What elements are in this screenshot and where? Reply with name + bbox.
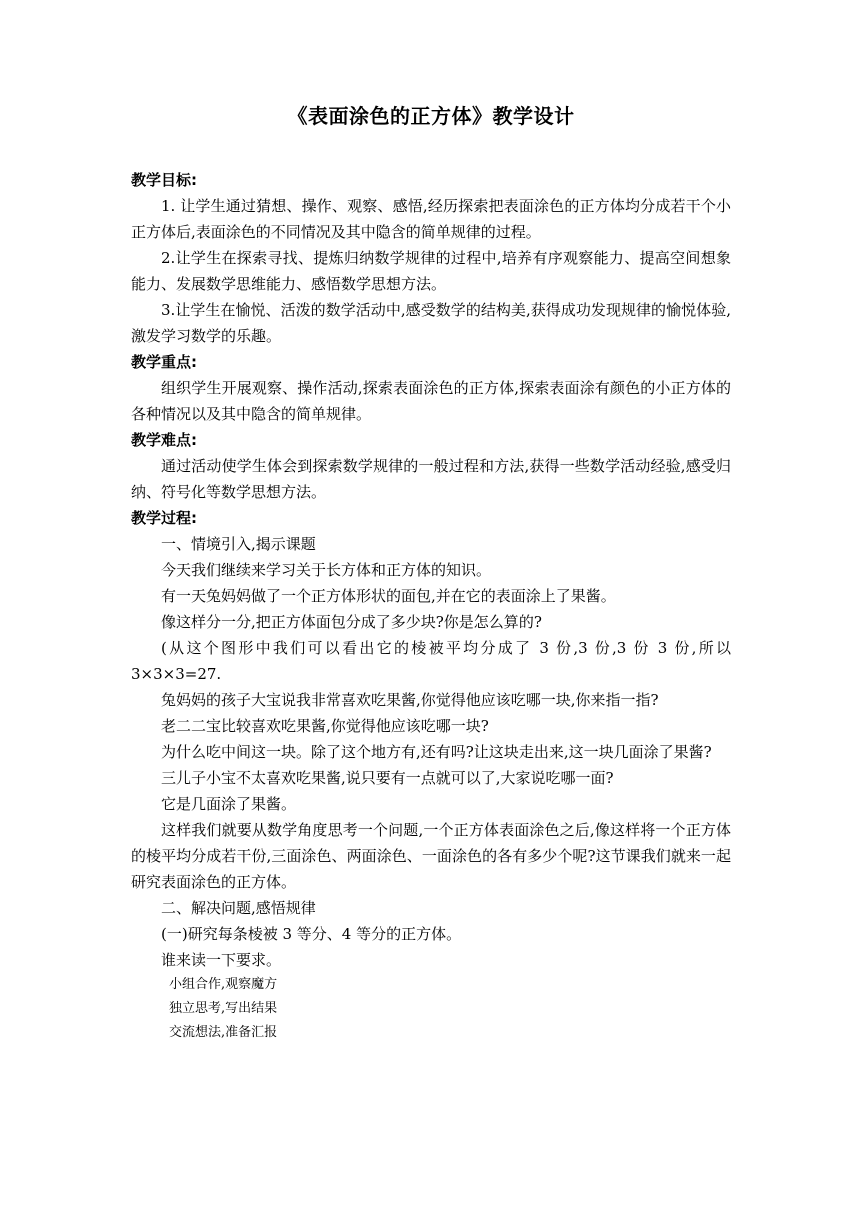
objectives-section (131, 167, 731, 349)
process-paragraph: 谁来读一下要求。 (161, 951, 282, 969)
process-paragraph: 今天我们继续来学习关于长方体和正方体的知识。 (161, 561, 492, 579)
key-points-heading: 教学重点: (131, 353, 197, 371)
process-section (131, 505, 731, 1045)
requirement-item: 小组合作,观察魔方 (169, 977, 278, 992)
process-paragraph: 有一天兔妈妈做了一个正方体形状的面包,并在它的表面涂上了果酱。 (161, 587, 616, 605)
process-paragraph: 二、解决问题,感悟规律 (161, 899, 316, 917)
requirement-item: 交流想法,准备汇报 (169, 1025, 278, 1040)
difficulties-heading: 教学难点: (131, 431, 197, 449)
process-paragraph: 兔妈妈的孩子大宝说我非常喜欢吃果酱,你觉得他应该吃哪一块,你来指一指? (161, 691, 659, 709)
document-page (131, 100, 731, 1045)
key-points-section (131, 349, 731, 427)
process-paragraph: (从这个图形中我们可以看出它的棱被平均分成了 3 份,3 份,3 份 3 份,所以 3×3×3=27. (131, 639, 731, 683)
objective-item: 1. 让学生通过猜想、操作、观察、感悟,经历探索把表面涂色的正方体均分成若干个小正方体后,表面涂色的不同情况及其中隐含的简单规律的过程。 (131, 197, 731, 241)
process-paragraph: 这样我们就要从数学角度思考一个问题,一个正方体表面涂色之后,像这样将一个正方体的棱平均分成若干份,三面涂色、两面涂色、一面涂色的各有多少个呢?这节课我们就来一起研究表面涂色的正方体。 (131, 821, 731, 891)
requirement-item: 独立思考,写出结果 (169, 1001, 278, 1016)
process-paragraph: 三儿子小宝不太喜欢吃果酱,说只要有一点就可以了,大家说吃哪一面? (161, 769, 614, 787)
process-paragraph: (一)研究每条棱被 3 等分、4 等分的正方体。 (161, 925, 462, 943)
process-paragraph: 像这样分一分,把正方体面包分成了多少块?你是怎么算的? (161, 613, 542, 631)
objective-item: 2.让学生在探索寻找、提炼归纳数学规律的过程中,培养有序观察能力、提高空间想象能力、发展数学思维能力、感悟数学思想方法。 (131, 249, 731, 293)
document-title: 《表面涂色的正方体》教学设计 (287, 104, 575, 128)
difficulties-section (131, 427, 731, 505)
process-paragraph: 老二二宝比较喜欢吃果酱,你觉得他应该吃哪一块? (161, 717, 489, 735)
objectives-heading: 教学目标: (131, 171, 197, 189)
process-heading: 教学过程: (131, 509, 197, 527)
objective-item: 3.让学生在愉悦、活泼的数学活动中,感受数学的结构美,获得成功发现规律的愉悦体验,激发学习数学的乐趣。 (131, 301, 731, 345)
difficulties-text: 通过活动使学生体会到探索数学规律的一般过程和方法,获得一些数学活动经验,感受归纳、符号化等数学思想方法。 (131, 457, 731, 501)
key-points-text: 组织学生开展观察、操作活动,探索表面涂色的正方体,探索表面涂有颜色的小正方体的各种情况以及其中隐含的简单规律。 (131, 379, 731, 423)
process-paragraph: 为什么吃中间这一块。除了这个地方有,还有吗?让这块走出来,这一块几面涂了果酱? (161, 743, 712, 761)
process-paragraph: 它是几面涂了果酱。 (161, 795, 297, 813)
process-paragraph: 一、情境引入,揭示课题 (161, 535, 316, 553)
